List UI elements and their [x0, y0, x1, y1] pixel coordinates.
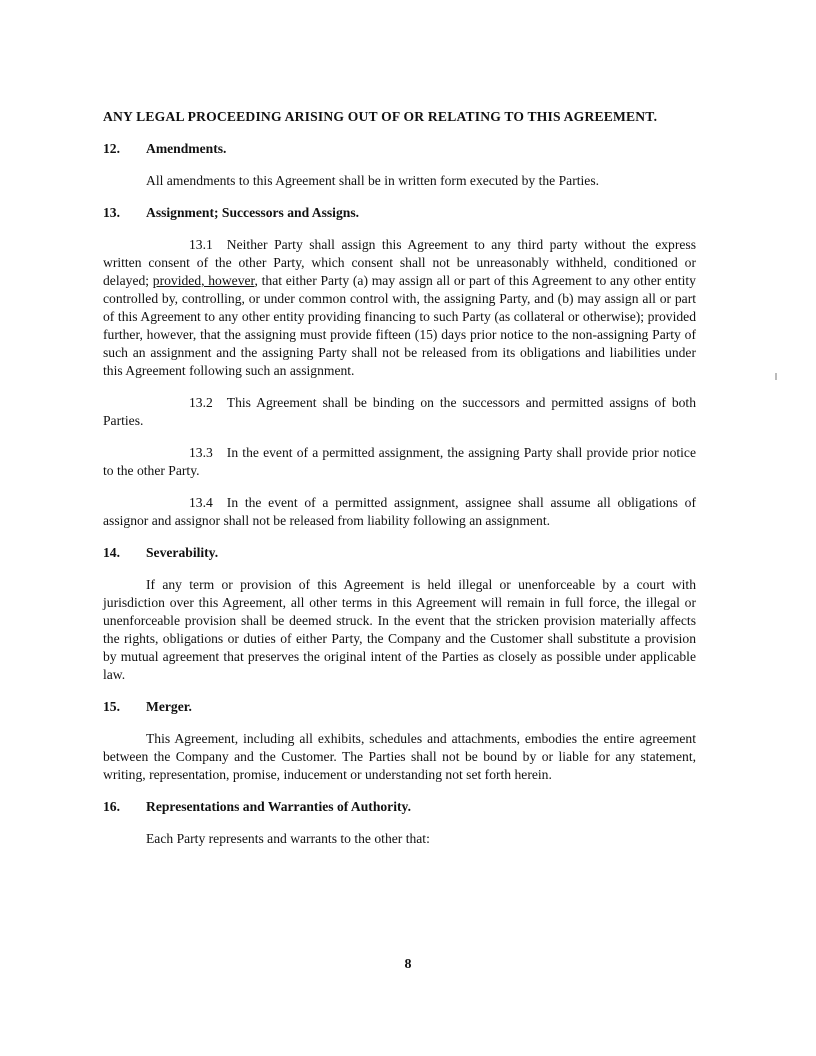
- paragraph-13-2: [103, 394, 696, 430]
- section-number: 12.: [103, 141, 120, 156]
- subsection-number: 13.2: [189, 395, 213, 410]
- section-number: 16.: [103, 799, 120, 814]
- section-14-text: If any term or provision of this Agreement is held illegal or unenforceable by a court with jurisdiction over this Agreement, all other terms in this Agreement will remain in full force, the illegal or unenforceable provision shall be deemed struck. In the event that the stricken provision materially affects the rights, obligations or duties of either Party, the Company and the Customer shall substitute a provision by mutual agreement that preserves the original intent of the Parties as closely as possible under applicable law.: [103, 577, 696, 682]
- section-number: 15.: [103, 699, 120, 714]
- scan-mark: [775, 373, 777, 380]
- section-15-text: This Agreement, including all exhibits, schedules and attachments, embodies the entire agreement between the Company and the Customer. The Parties shall not be bound by or liable for any statement, writing, representation, promise, inducement or understanding not set forth herein.: [103, 731, 696, 782]
- section-title: Representations and Warranties of Authority.: [146, 799, 411, 814]
- section-16-text: Each Party represents and warrants to the other that:: [146, 831, 430, 846]
- paragraph-text: In the event of a permitted assignment, the assigning Party shall provide prior notice to the other Party.: [103, 445, 696, 478]
- page-number: 8: [404, 957, 412, 972]
- paragraph-text: In the event of a permitted assignment, assignee shall assume all obligations of assignor and assignor shall not be released from liability following an assignment.: [103, 495, 696, 528]
- section-title: Assignment; Successors and Assigns.: [146, 205, 360, 220]
- section-heading-16: [103, 798, 696, 816]
- page-content: [103, 108, 696, 862]
- subsection-number: 13.1: [189, 237, 213, 252]
- paragraph-13-4: [103, 494, 696, 530]
- underlined-term: provided, however: [152, 273, 255, 288]
- section-number: 14.: [103, 545, 120, 560]
- section-title: Merger.: [146, 699, 192, 714]
- paragraph-text-part: Neither Party shall assign this Agreement to any third party without the express written consent of the other Party, which consent shall not be unreasonably withheld, conditioned or delayed;: [103, 237, 696, 288]
- lead-heading: ANY LEGAL PROCEEDING ARISING OUT OF OR RELATING TO THIS AGREEMENT.: [103, 109, 658, 124]
- subsection-number: 13.4: [189, 495, 213, 510]
- paragraph-text-part: , that either Party (a) may assign all or part of this Agreement to any other entity controlled by, controlling, or under common control with, the assigning Party, and (b) may assign all or part of this Agreement to any other entity providing financing to such Party (as collateral or otherwise); provided further, however, that the assigning must provide fifteen (15) days prior notice to the non-assigning Party of such an assignment and the assigning Party shall not be released from its obligations and liabilities under this Agreement following such an assignment.: [103, 273, 696, 378]
- section-12-text: All amendments to this Agreement shall be in written form executed by the Parties.: [146, 173, 600, 188]
- section-heading-12: [103, 140, 696, 158]
- paragraph-13-3: [103, 444, 696, 480]
- section-title: Amendments.: [146, 141, 227, 156]
- paragraph-text: This Agreement shall be binding on the successors and permitted assigns of both Parties.: [103, 395, 696, 428]
- paragraph-13-1: [103, 236, 696, 380]
- section-number: 13.: [103, 205, 120, 220]
- section-title: Severability.: [146, 545, 219, 560]
- section-heading-13: [103, 204, 696, 222]
- section-heading-15: [103, 698, 696, 716]
- section-heading-14: [103, 544, 696, 562]
- subsection-number: 13.3: [189, 445, 213, 460]
